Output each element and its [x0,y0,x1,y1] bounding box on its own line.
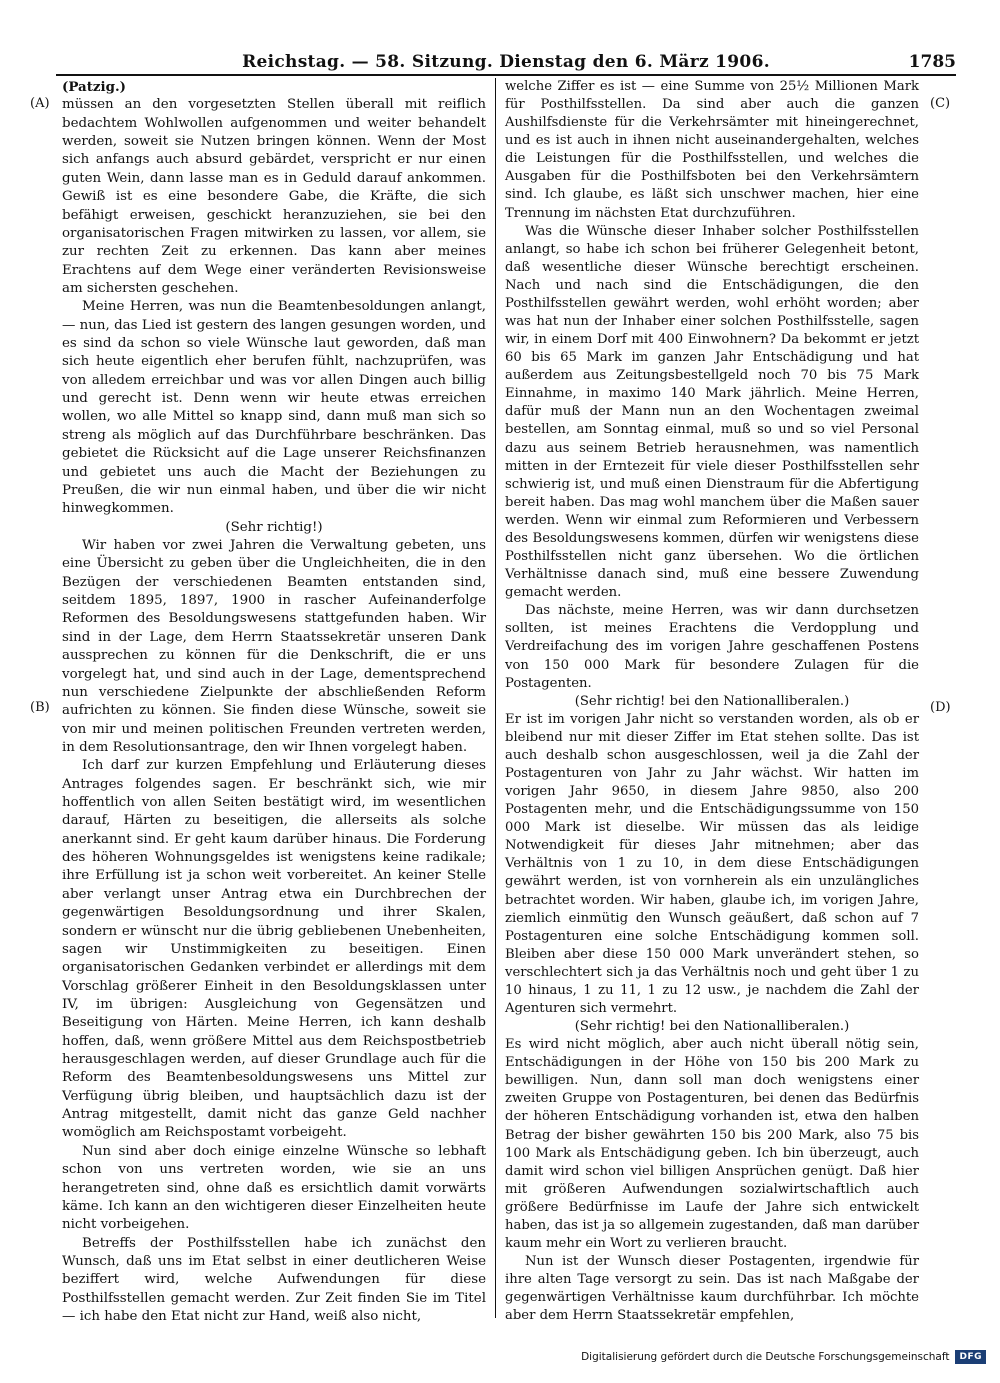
right-column [505,78,919,1325]
interjection: (Sehr richtig! bei den Nationalliberalen.) [574,693,850,709]
paragraph: Er ist im vorigen Jahr nicht so verstanden worden, als ob er bleibend nur mit dieser Ziffer im Etat stehen sollte. Das ist auch deshalb schon ausgeschlossen, weil ja die Zahl der Postagenturen von Jahr zu Jahr wächst. Wir hatten im vorigen Jahr 9650, in diesem Jahre 9850, also 200 Postagenten mehr, und die Entschädigungssumme von 150 000 Mark ist dieselbe. Wir müssen das als leidige Notwendigkeit für dieses Jahr mitnehmen; aber das Verhältnis von 1 zu 10, in dem diese Entschädigungen gewährt werden, ist von vornherein als ein unzulängliches betrachtet worden. Wir haben, glaube ich, im vorigen Jahre, ziemlich einmütig den Wunsch geäußert, daß schon auf 7 Postagenturen eine solche Entschädigung kommen soll. Bleiben aber diese 150 000 Mark unverändert stehen, so verschlechtert sich ja das Verhältnis noch und geht über 1 zu 10 hinaus, 1 zu 11, 1 zu 12 usw., je nachdem die Zahl der Agenturen sich vermehrt. [505,711,919,1016]
margin-marker-b: (B) [30,700,50,715]
running-title: Reichstag. — 58. Sitzung. Dienstag den 6. März 1906. [242,52,770,72]
dfg-logo: DFG [955,1350,986,1364]
paragraph: Nun ist der Wunsch dieser Postagenten, irgendwie für ihre alten Tage versorgt zu sein. Das ist nach Maßgabe der gegenwärtigen Verhältnisse kaum durchführbar. Ich möchte aber dem Herrn Staatssekretär empfehlen, [505,1254,919,1324]
paragraph: Nun sind aber doch einige einzelne Wünsche so lebhaft schon von uns vertreten worden, wie sie an uns herangetreten sind, ohne daß es ersichtlich damit vorwärts käme. Ich kann an den wichtigeren dieser Einzelheiten heute nicht vorbeigehen. [62,1143,486,1233]
paragraph: Meine Herren, was nun die Beamtenbesoldungen anlangt, — nun, das Lied ist gestern des langen gesungen worden, und es sind da schon so viele Wünsche laut geworden, daß man sich heute eigentlich eher berufen fühlt, nachzuprüfen, was von alledem erreichbar und was vor allen Dingen auch billig und gerecht ist. Denn wenn wir heute etwas erreichen wollen, wo alle Mittel so knapp sind, dann muß man sich so streng als möglich auf das Durchführbare beschränken. Das gebietet die Rücksicht auf die Lage unserer Reichsfinanzen und gebietet uns auch die Macht der Beziehungen zu Preußen, die wir nun einmal haben, und über die wir nicht hinwegkommen. [62,299,486,517]
paragraph: Ich darf zur kurzen Empfehlung und Erläuterung dieses Antrages folgendes sagen. Er beschränkt sich, wie mir hoffentlich von allen Seiten bestätigt wird, im wesentlichen darauf, Härten zu beseitigen, die allerseits als solche anerkannt sind. Er geht kaum darüber hinaus. Die Forderung des höheren Wohnungsgeldes ist wenigstens keine radikale; ihre Erfüllung ist ja schon weit vorbereitet. An keiner Stelle aber verlangt unser Antrag etwa ein Durchbrechen der gegenwärtigen Besoldungsordnung und ihrer Skalen, sondern er wünscht nur die übrig gebliebenen Unebenheiten, sagen wir Unstimmigkeiten zu beseitigen. Einen organisatorischen Gedanken verbindet er allerdings mit dem Vorschlag größerer Einheit in den Besoldungsklassen unter IV, im übrigen: Ausgleichung von Gegensätzen und Beseitigung von Härten. Meine Herren, ich kann deshalb hoffen, daß, wenn größere Mittel aus dem Reichspostbetrieb herausgeschlagen werden, auf dieser Grundlage auch für die Reform des Beamtenbesoldungswesens uns Mittel zur Verfügung übrig bleiben, und hauptsächlich dazu ist der Antrag mitgestellt, damit nicht das ganze Geld nachher womöglich am Reichspostamt vorbeigeht. [62,758,486,1141]
page-header [56,44,956,74]
paragraph: Es wird nicht möglich, aber auch nicht überall nötig sein, Entschädigungen in der Höhe von 150 bis 200 Mark zu bewilligen. Nun, dann soll man doch wenigstens einer zweiten Gruppe von Postagenturen, bei denen das Bedürfnis der höheren Entschädigung vorhanden ist, etwa den halben Betrag der bisher gewährten 150 bis 200 Mark, also 75 bis 100 Mark als Entschädigung geben. Ich bin überzeugt, auch damit wird schon viel billigen Ansprüchen genügt. Daß hier mit größeren Aufwendungen sozialwirtschaftlich auch größere Bedürfnisse im Laufe der Jahre sich entwickelt haben, das ist ja so allgemein zugestanden, daß man darüber kaum mehr ein Wort zu verlieren braucht. [505,1037,919,1251]
speaker-name: (Patzig.) [62,79,126,95]
column-divider [495,78,496,1318]
interjection: (Sehr richtig! bei den Nationalliberalen.) [574,1019,850,1035]
margin-marker-c: (C) [930,96,951,111]
left-column [62,78,486,1326]
interjection: (Sehr richtig!) [225,519,323,535]
paragraph: Was die Wünsche dieser Inhaber solcher Posthilfsstellen anlangt, so habe ich schon bei früherer Gelegenheit betont, daß wesentliche dieser Wünsche berechtigt erscheinen. Nach und nach sind die Entschädigungen, die den Posthilfsstellen gewährt werden, wohl erhöht worden; aber was hat nun der Inhaber einer solchen Posthilfsstelle, sagen wir, in einem Dorf mit 400 Einwohnern? Da bekommt er jetzt 60 bis 65 Mark im ganzen Jahr Entschädigung und hat außerdem aus Zeitungsbestellgeld noch 70 bis 75 Mark Einnahme, in maximo 140 Mark jährlich. Meine Herren, dafür muß der Mann nun an den Wochentagen zweimal bestellen, am Sonntag einmal, muß so und so viel Personal dazu aus seinem Betrieb herausnehmen, was namentlich mitten in der Erntezeit für viele dieser Posthilfsstellen sehr schwierig ist, und muß einen Dienstraum für die Abfertigung bereit haben. Das mag wohl manchem über die Maßen sauer werden. Wenn wir einmal zum Reformieren und Verbessern des Besoldungswesens kommen, dürfen wir wenigstens diese Posthilfsstellen nicht ganz übersehen. Wo die örtlichen Verhältnisse danach sind, muß eine bessere Zuwendung gemacht werden. [505,223,919,601]
margin-marker-d: (D) [930,700,951,715]
paragraph: welche Ziffer es ist — eine Summe von 25½ Millionen Mark für Posthilfsstellen. Da sind aber auch die ganzen Aushilfsdienste für die Verkehrsämter mit hineingerechnet, und es ist auch in ihnen nicht auseinandergehalten, welches die Leistungen für die Posthilfsstellen, und welches die Ausgaben für die Posthilfsboten bei den Verkehrsämtern sind. Ich glaube, es läßt sich unschwer machen, hier eine Trennung im nächsten Etat durchzuführen. [505,79,919,221]
footer-text: Digitalisierung gefördert durch die Deutsche Forschungsgemeinschaft [581,1351,950,1363]
margin-marker-a: (A) [30,96,50,111]
header-rule [56,74,956,76]
paragraph: Das nächste, meine Herren, was wir dann durchsetzen sollten, ist meines Erachtens die Verdopplung und Verdreifachung des im vorigen Jahre geschaffenen Postens von 150 000 Mark für besondere Zulagen für die Postagenten. [505,603,919,691]
paragraph: Wir haben vor zwei Jahren die Verwaltung gebeten, uns eine Übersicht zu geben über die Ungleichheiten, die in den Bezügen der verschiedenen Beamten entstanden sind, seitdem 1895, 1897, 1900 in rascher Aufeinanderfolge Reformen des Besoldungswesens stattgefunden haben. Wir sind in der Lage, dem Herrn Staatssekretär unseren Dank aussprechen zu können für die Denkschrift, die er uns vorgelegt hat, und sind auch in der Lage, dementsprechend nun verschiedene Zielpunkte der abschließenden Reform aufrichten zu können. Sie finden diese Wünsche, soweit sie von mir und meinen politischen Freunden vertreten werden, in dem Resolutionsantrage, den wir Ihnen vorgelegt haben. [62,537,486,755]
page-number: 1785 [908,52,956,72]
paragraph: müssen an den vorgesetzten Stellen überall mit reiflich bedachtem Wohlwollen aufgenommen und weiter behandelt werden, soweit sie Nutzen bringen können. Wenn der Most sich anfangs auch absurd gebärdet, verspricht er nur einen guten Wein, dann lasse man es in Geduld darauf ankommen. Gewiß ist es eine besondere Gabe, die Kräfte, die sich befähigt erweisen, geschickt heranzuziehen, sie bei den organisatorischen Fragen mitwirken zu lassen, vor allem, sie zur rechten Zeit zu erkennen. Das kann aber meines Erachtens auf dem Wege einer veränderten Revisionsweise am sichersten geschehen. [62,97,486,296]
paragraph: Betreffs der Posthilfsstellen habe ich zunächst den Wunsch, daß uns im Etat selbst in einer deutlicheren Weise beziffert wird, welche Aufwendungen für diese Posthilfsstellen gemacht werden. Zur Zeit finden Sie im Titel — ich habe den Etat nicht zur Hand, weiß also nicht, [62,1235,486,1325]
footer-credit [581,1350,986,1364]
